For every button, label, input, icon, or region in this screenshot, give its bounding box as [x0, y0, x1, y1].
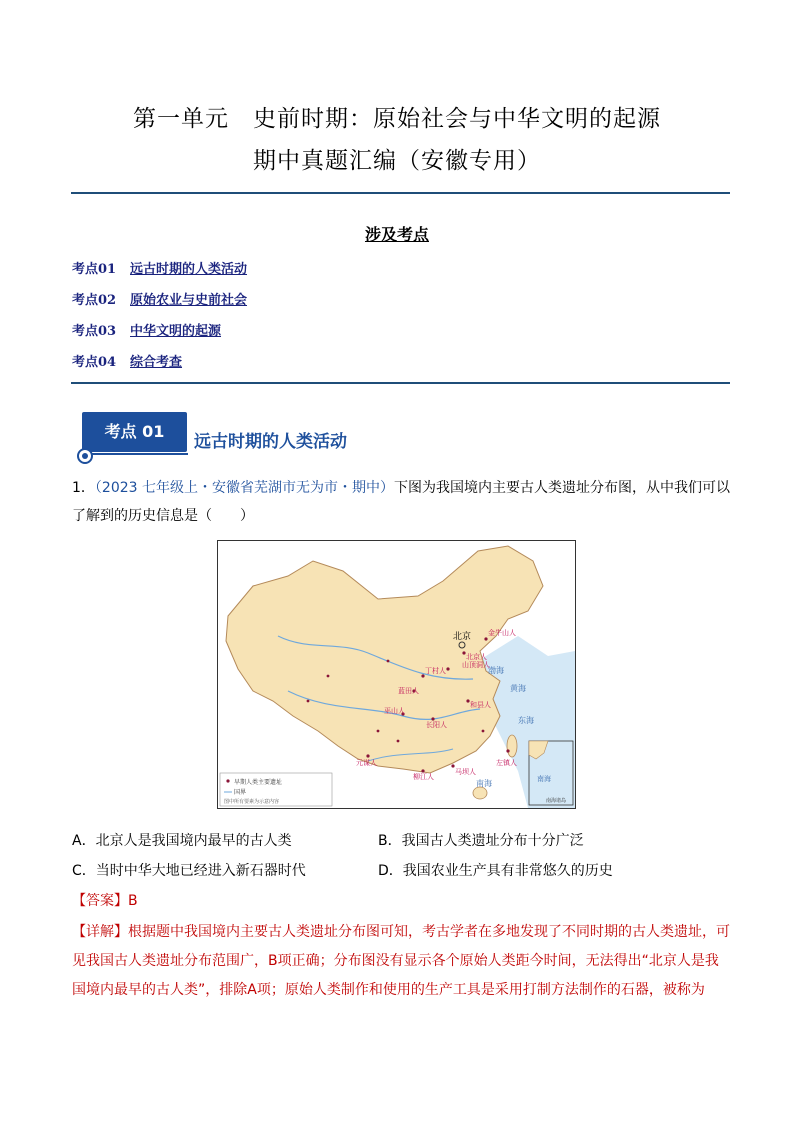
site-label: 柳江人 — [413, 773, 434, 781]
inset-sea-label: 南海 — [537, 775, 551, 783]
legend-site-icon — [226, 779, 229, 782]
site-dot — [307, 700, 310, 703]
option-b[interactable]: B．我国古人类遗址分布十分广泛 — [378, 833, 584, 849]
inset-label: 南海诸岛 — [546, 798, 567, 804]
site-label: 北京人 — [466, 653, 487, 661]
ancient-sites-map — [217, 540, 576, 809]
site-dot — [506, 749, 509, 752]
legend-site-label: 早期人类主要遗址 — [234, 779, 283, 786]
site-label: 山顶洞人 — [462, 661, 490, 669]
question-stem — [72, 474, 732, 530]
explanation-text: 根据题中我国境内主要古人类遗址分布图可知，考古学者在多地发现了不同时期的古人类遗址，可见我国古人类遗址分布范围广，B项正确；分布图没有显示各个原始人类距今时间，无法得出“北京人是我国境内最早的古人类”，排除A项；原始人类制作和使用的生产工具是采用打制方法制作的石器，被称为 — [72, 924, 730, 998]
toc-item-code: 考点04 — [72, 355, 117, 370]
site-dot — [377, 730, 380, 733]
site-label: 长阳人 — [426, 721, 447, 729]
toc-item-02[interactable] — [72, 289, 247, 308]
site-label: 金牛山人 — [488, 629, 516, 637]
explanation — [72, 918, 732, 1005]
site-label: 巫山人 — [384, 707, 405, 715]
page-subtitle: 期中真题汇编（安徽专用） — [253, 148, 541, 174]
question-text: 下图为我国境内主要古人类遗址分布图，从中我们可以了解到的历史信息是（ ） — [72, 480, 730, 524]
toc-item-code: 考点01 — [72, 262, 117, 277]
map-svg — [218, 541, 575, 808]
answer-label: 【答案】 — [72, 893, 128, 909]
sea-label: 东海 — [518, 716, 534, 725]
hainan-island — [473, 787, 487, 799]
toc-item-label: 原始农业与史前社会 — [130, 293, 248, 308]
toc-item-label: 远古时期的人类活动 — [130, 262, 248, 277]
site-dot — [484, 637, 487, 640]
legend-note: 图中所有要素为示意内容 — [224, 799, 280, 805]
site-dot — [387, 660, 390, 663]
site-dot — [327, 675, 330, 678]
site-label: 蓝田人 — [398, 687, 419, 695]
badge-underline — [92, 453, 188, 455]
page-title: 第一单元 史前时期：原始社会与中华文明的起源 — [133, 106, 661, 132]
site-dot — [397, 740, 400, 743]
site-label: 和县人 — [470, 701, 491, 709]
site-label: 元谋人 — [356, 759, 377, 767]
sea-label: 渤海 — [488, 666, 504, 675]
legend-border-label: 国界 — [234, 789, 247, 796]
divider-top — [71, 192, 730, 194]
section-badge: 考点 01 — [82, 412, 187, 452]
sea-label: 黄海 — [510, 684, 526, 693]
answer-line — [72, 890, 138, 910]
question-number: 1． — [72, 480, 95, 496]
option-a[interactable]: A．北京人是我国境内最早的古人类 — [72, 833, 292, 849]
site-dot — [482, 730, 485, 733]
toc-item-03[interactable] — [72, 320, 221, 339]
map-legend — [220, 773, 332, 806]
option-d[interactable]: D．我国农业生产具有非常悠久的历史 — [378, 863, 613, 879]
site-dot — [446, 667, 449, 670]
question-source: （2023 七年级上・安徽省芜湖市无为市・期中） — [94, 480, 394, 496]
section-title: 远古时期的人类活动 — [194, 432, 347, 452]
map-capital-label: 北京 — [453, 632, 472, 642]
toc-item-label: 中华文明的起源 — [130, 324, 222, 339]
toc-item-label: 综合考查 — [130, 355, 183, 370]
answer-value: B — [128, 893, 138, 909]
site-label: 马坝人 — [455, 768, 476, 776]
toc-item-01[interactable] — [72, 258, 247, 277]
toc-heading: 涉及考点 — [364, 225, 429, 244]
site-label: 左镇人 — [496, 759, 517, 767]
taiwan-island — [507, 735, 517, 757]
badge-dot-icon — [77, 448, 93, 464]
option-c[interactable]: C．当时中华大地已经进入新石器时代 — [72, 863, 306, 879]
divider-bottom — [71, 382, 730, 384]
toc-item-code: 考点02 — [72, 293, 117, 308]
site-dot — [366, 754, 369, 757]
sea-label: 南海 — [476, 779, 492, 788]
south-sea-inset — [529, 741, 573, 805]
toc-item-code: 考点03 — [72, 324, 117, 339]
toc-item-04[interactable] — [72, 351, 182, 370]
site-label: 丁村人 — [425, 667, 446, 675]
explanation-label: 【详解】 — [72, 924, 128, 940]
